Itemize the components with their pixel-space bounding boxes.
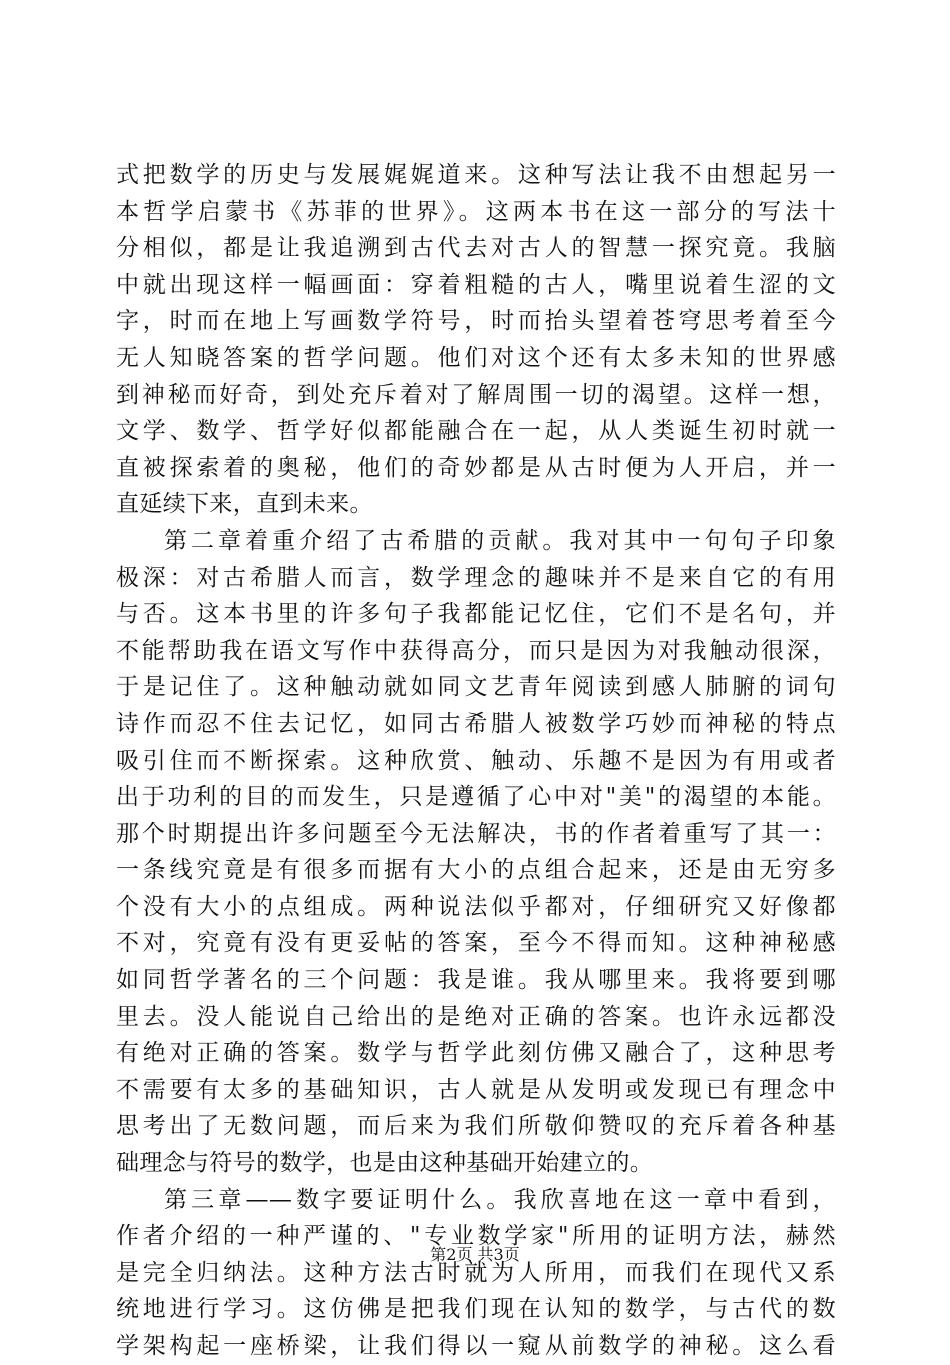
text-line: 分相似，都是让我追溯到古代去对古人的智慧一探究竟。我脑 xyxy=(116,235,836,262)
text-line: 吸引住而不断探索。这种欣赏、触动、乐趣不是因为有用或者 xyxy=(116,747,836,774)
text-line: 诗作而忍不住去记忆，如同古希腊人被数学巧妙而神秘的特点 xyxy=(116,710,836,737)
text-line: 不对，究竟有没有更妥帖的答案，至今不得而知。这种神秘感 xyxy=(116,930,836,957)
text-line: 有绝对正确的答案。数学与哲学此刻仿佛又融合了，这种思考 xyxy=(116,1040,836,1067)
paragraph xyxy=(116,523,836,1182)
text-line: 字，时而在地上写画数学符号，时而抬头望着苍穹思考着至今 xyxy=(116,308,836,335)
text-line: 直延续下来，直到未来。 xyxy=(116,491,373,518)
text-line: 学架构起一座桥梁，让我们得以一窥从前数学的神秘。这么看 xyxy=(116,1333,836,1359)
paragraph xyxy=(116,1182,836,1365)
text-line: 直被探索着的奥秘，他们的奇妙都是从古时便为人开启，并一 xyxy=(116,454,836,481)
text-line: 文学、数学、哲学好似都能融合在一起，从人类诞生初时就一 xyxy=(116,418,836,445)
text-line: 础理念与符号的数学，也是由这种基础开始建立的。 xyxy=(116,1150,654,1177)
text-line: 与否。这本书里的许多句子我都能记忆住，它们不是名句，并 xyxy=(116,601,836,628)
text-line: 出于功利的目的而发生，只是遵循了心中对"美"的渴望的本能。 xyxy=(116,784,836,811)
text-line: 不需要有太多的基础知识，古人就是从发明或发现已有理念中 xyxy=(116,1076,836,1103)
body-text xyxy=(116,157,836,1365)
page-footer: 第2页 共3页 xyxy=(430,1245,520,1264)
text-line: 思考出了无数问题，而后来为我们所敬仰赞叹的充斥着各种基 xyxy=(116,1113,836,1140)
text-line: 一条线究竟是有很多而据有大小的点组合起来，还是由无穷多 xyxy=(116,857,836,884)
text-line: 里去。没人能说自己给出的是绝对正确的答案。也许永远都没 xyxy=(116,1003,836,1030)
text-line: 是完全归纳法。这种方法古时就为人所用，而我们在现代又系 xyxy=(116,1259,836,1286)
text-line: 如同哲学著名的三个问题：我是谁。我从哪里来。我将要到哪 xyxy=(116,967,836,994)
text-line: 中就出现这样一幅画面：穿着粗糙的古人，嘴里说着生涩的文 xyxy=(116,271,836,298)
text-line: 式把数学的历史与发展娓娓道来。这种写法让我不由想起另一 xyxy=(116,162,836,188)
text-line: 于是记住了。这种触动就如同文艺青年阅读到感人肺腑的词句 xyxy=(116,674,836,701)
text-line: 第二章着重介绍了古希腊的贡献。我对其中一句句子印象 xyxy=(164,527,836,554)
text-line: 不能帮助我在语文写作中获得高分，而只是因为对我触动很深， xyxy=(116,637,836,664)
text-line: 那个时期提出许多问题至今无法解决，书的作者着重写了其一： xyxy=(116,820,836,847)
text-line: 统地进行学习。这仿佛是把我们现在认知的数学，与古代的数 xyxy=(116,1296,836,1323)
text-line: 极深：对古希腊人而言，数学理念的趣味并不是来自它的有用 xyxy=(116,564,836,591)
paragraph xyxy=(116,157,836,523)
text-line: 无人知晓答案的哲学问题。他们对这个还有太多未知的世界感 xyxy=(116,344,836,371)
text-line: 第三章——数字要证明什么。我欣喜地在这一章中看到， xyxy=(164,1186,836,1213)
text-line: 到神秘而好奇，到处充斥着对了解周围一切的渴望。这样一想， xyxy=(116,381,836,408)
text-line: 作者介绍的一种严谨的、"专业数学家"所用的证明方法，赫然 xyxy=(116,1223,836,1250)
text-line: 个没有大小的点组成。两种说法似乎都对，仔细研究又好像都 xyxy=(116,893,836,920)
text-line: 本哲学启蒙书《苏菲的世界》。这两本书在这一部分的写法十 xyxy=(116,198,836,225)
